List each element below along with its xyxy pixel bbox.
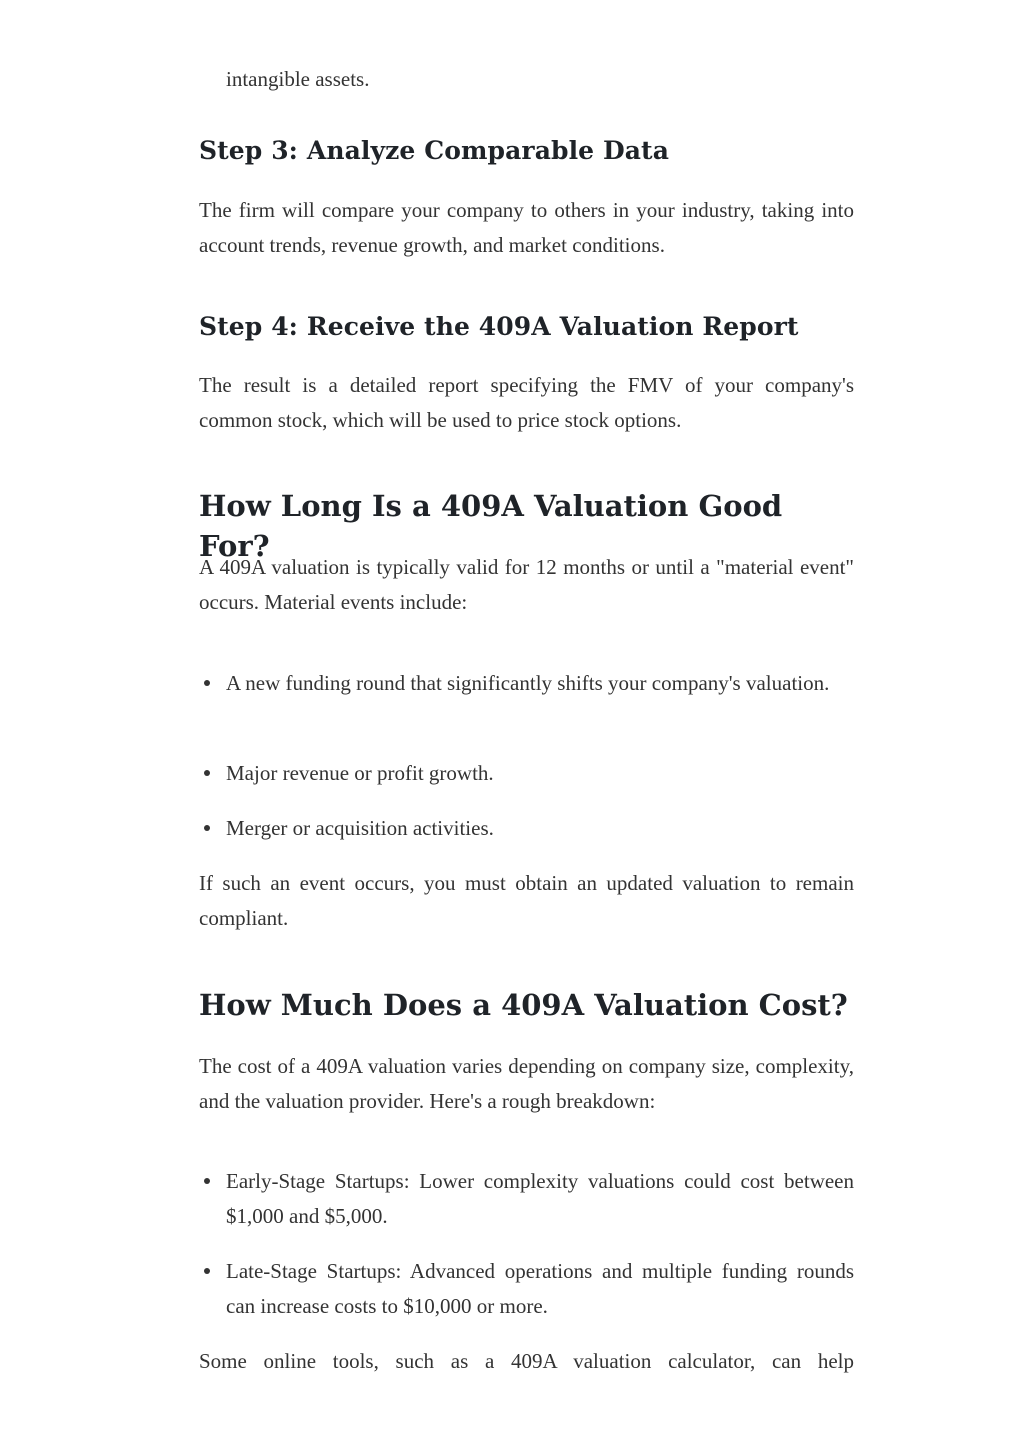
list-item-text: Late-Stage Startups: Advanced operations and multiple funding rounds can increase costs to $10,000 or more. [226,1259,854,1318]
step-3-section [199,133,854,169]
list-item [199,1164,854,1233]
how-much-intro-wrap [199,1049,854,1118]
step-4-heading: Step 4: Receive the 409A Valuation Report [199,312,799,341]
list-item [199,666,854,701]
list-item-text: Merger or acquisition activities. [226,816,494,840]
bullet-icon [204,770,210,776]
step-3-paragraph: The firm will compare your company to others in your industry, taking into account trends, revenue growth, and market conditions. [199,198,854,257]
how-much-outro-wrap [199,1344,854,1379]
list-item-text: Major revenue or profit growth. [226,761,494,785]
how-long-intro-wrap [199,550,854,619]
bullet-icon [204,1178,210,1184]
step-4-paragraph-wrap [199,368,854,437]
list-item [199,811,854,846]
step-3-heading: Step 3: Analyze Comparable Data [199,136,670,165]
how-much-outro: Some online tools, such as a 409A valuation calculator, can help [199,1349,854,1373]
how-long-heading: How Long Is a 409A Valuation Good For? [199,489,783,563]
step-4-section [199,309,854,345]
list-item [199,756,854,791]
bullet-icon [204,1268,210,1274]
bullet-icon [204,680,210,686]
how-long-intro: A 409A valuation is typically valid for 12 months or until a "material event" occurs. Material events include: [199,555,854,614]
previous-list-continuation [199,62,854,97]
how-long-outro-wrap [199,866,854,935]
how-much-section [199,985,854,1025]
bullet-icon [204,825,210,831]
list-item [199,1254,854,1323]
list-item-text: A new funding round that significantly shifts your company's valuation. [226,671,830,695]
how-much-intro: The cost of a 409A valuation varies depending on company size, complexity, and the valuation provider. Here's a rough breakdown: [199,1054,854,1113]
step-3-paragraph-wrap [199,193,854,262]
list-item-continuation: intangible assets. [226,67,370,91]
list-item-text: Early-Stage Startups: Lower complexity valuations could cost between $1,000 and $5,000. [226,1169,854,1228]
step-4-paragraph: The result is a detailed report specifying the FMV of your company's common stock, which will be used to price stock options. [199,373,854,432]
how-much-heading: How Much Does a 409A Valuation Cost? [199,988,848,1022]
how-long-outro: If such an event occurs, you must obtain an updated valuation to remain compliant. [199,871,854,930]
